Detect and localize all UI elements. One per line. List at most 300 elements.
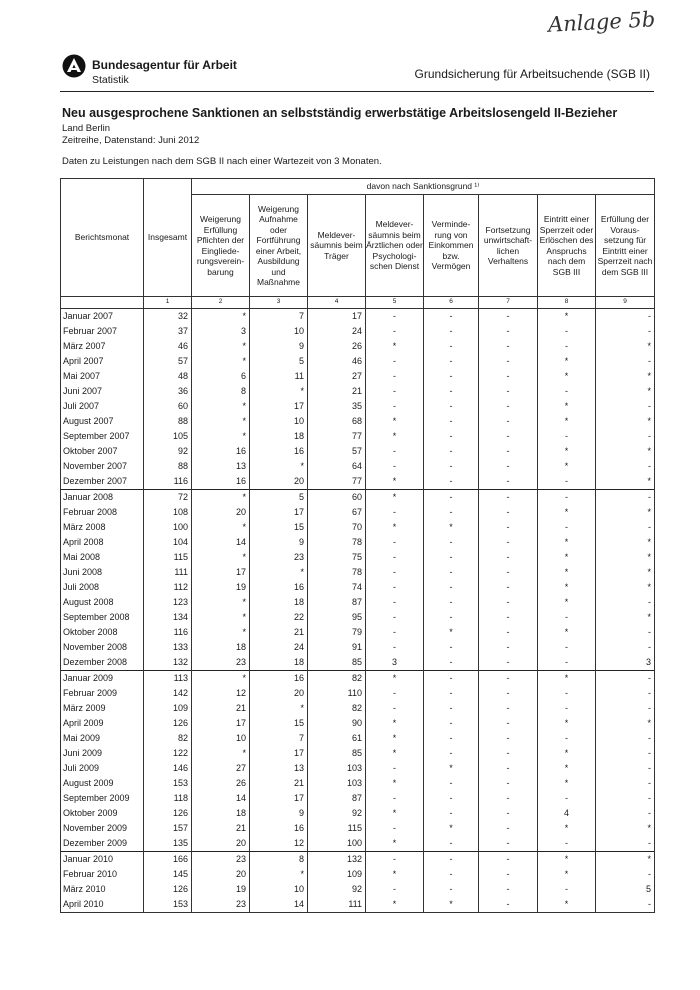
row-month: Juli 2007	[61, 399, 144, 414]
table-cell: *	[366, 806, 424, 821]
row-month: Januar 2010	[61, 851, 144, 867]
table-cell: 19	[192, 882, 250, 897]
column-number: 9	[596, 297, 655, 309]
row-month: August 2009	[61, 776, 144, 791]
table-cell: *	[538, 308, 596, 324]
table-cell: -	[538, 731, 596, 746]
table-cell: -	[366, 308, 424, 324]
table-cell: -	[366, 791, 424, 806]
table-cell: 95	[308, 610, 366, 625]
table-row	[61, 474, 655, 490]
table-cell: -	[479, 459, 538, 474]
table-row	[61, 731, 655, 746]
table-cell: *	[596, 444, 655, 459]
table-cell: 16	[192, 444, 250, 459]
table-cell: *	[596, 851, 655, 867]
table-row	[61, 716, 655, 731]
table-cell: *	[538, 369, 596, 384]
table-cell: 18	[250, 429, 308, 444]
table-cell: -	[479, 625, 538, 640]
table-cell: *	[538, 550, 596, 565]
table-cell: 61	[308, 731, 366, 746]
table-cell: *	[538, 851, 596, 867]
row-month: Februar 2010	[61, 867, 144, 882]
table-cell: -	[538, 882, 596, 897]
table-cell: 16	[192, 474, 250, 490]
table-cell: -	[479, 640, 538, 655]
table-cell: *	[192, 625, 250, 640]
table-cell: 20	[192, 836, 250, 852]
table-cell: -	[479, 369, 538, 384]
table-cell: 16	[250, 580, 308, 595]
table-cell: *	[538, 776, 596, 791]
table-row	[61, 761, 655, 776]
table-cell: -	[424, 806, 479, 821]
table-row	[61, 701, 655, 716]
handwritten-annotation: Anlage 5b	[547, 7, 656, 37]
table-cell: 103	[308, 761, 366, 776]
table-cell: 166	[144, 851, 192, 867]
table-cell: *	[424, 520, 479, 535]
table-cell: 135	[144, 836, 192, 852]
column-number: 8	[538, 297, 596, 309]
table-cell: 105	[144, 429, 192, 444]
table-cell: 153	[144, 776, 192, 791]
table-cell: -	[479, 324, 538, 339]
table-cell: -	[538, 520, 596, 535]
table-cell: -	[424, 867, 479, 882]
table-cell: 60	[308, 489, 366, 505]
table-cell: -	[538, 384, 596, 399]
table-cell: 57	[308, 444, 366, 459]
table-cell: 134	[144, 610, 192, 625]
table-cell: *	[366, 746, 424, 761]
table-cell: 100	[144, 520, 192, 535]
table-cell: -	[538, 610, 596, 625]
table-cell: 36	[144, 384, 192, 399]
header-total: Insgesamt	[144, 179, 192, 297]
program-title: Grundsicherung für Arbeitsuchende (SGB II)	[414, 67, 650, 81]
table-cell: *	[596, 339, 655, 354]
table-cell: -	[424, 399, 479, 414]
table-cell: -	[366, 625, 424, 640]
table-cell: -	[424, 384, 479, 399]
table-cell: -	[424, 882, 479, 897]
table-cell: -	[424, 701, 479, 716]
table-cell: 142	[144, 686, 192, 701]
table-row	[61, 459, 655, 474]
table-cell: -	[538, 324, 596, 339]
table-cell: *	[192, 414, 250, 429]
table-cell: 64	[308, 459, 366, 474]
table-cell: -	[479, 610, 538, 625]
table-cell: 109	[144, 701, 192, 716]
table-cell: -	[479, 655, 538, 671]
table-cell: 153	[144, 897, 192, 913]
table-cell: -	[366, 701, 424, 716]
row-month: Oktober 2007	[61, 444, 144, 459]
table-cell: -	[538, 429, 596, 444]
header-reason-missed-appointment: Meldever-säumnis beim Träger	[308, 195, 366, 297]
table-cell: -	[596, 520, 655, 535]
agency-name: Bundesagentur für Arbeit	[92, 58, 237, 72]
table-cell: *	[538, 867, 596, 882]
table-cell: 17	[250, 399, 308, 414]
header-reason-medical-appointment: Meldever-säumnis beim Ärztlichen oder Psychologi-schen Dienst	[366, 195, 424, 297]
table-cell: -	[479, 414, 538, 429]
table-cell: *	[538, 399, 596, 414]
table-cell: -	[424, 655, 479, 671]
table-cell: 4	[538, 806, 596, 821]
table-cell: 79	[308, 625, 366, 640]
table-cell: -	[366, 505, 424, 520]
table-cell: 110	[308, 686, 366, 701]
table-cell: -	[366, 610, 424, 625]
table-cell: *	[192, 429, 250, 444]
table-row	[61, 520, 655, 535]
agency-logo-icon	[62, 54, 86, 78]
table-cell: 21	[192, 821, 250, 836]
row-month: September 2007	[61, 429, 144, 444]
table-cell: -	[479, 399, 538, 414]
column-number: 5	[366, 297, 424, 309]
table-cell: *	[596, 550, 655, 565]
table-cell: *	[250, 867, 308, 882]
table-cell: 100	[308, 836, 366, 852]
table-cell: -	[479, 867, 538, 882]
table-cell: -	[424, 505, 479, 520]
table-cell: 10	[250, 882, 308, 897]
table-cell: -	[424, 308, 479, 324]
table-cell: 20	[192, 867, 250, 882]
header-reason-sgb3-conditions: Erfüllung der Voraus-setzung für Eintritt einer Sperrzeit nach dem SGB III	[596, 195, 655, 297]
row-month: Juli 2009	[61, 761, 144, 776]
table-cell: -	[596, 746, 655, 761]
table-cell: -	[596, 761, 655, 776]
table-cell: -	[424, 474, 479, 490]
table-cell: *	[366, 731, 424, 746]
table-cell: -	[479, 746, 538, 761]
table-row	[61, 444, 655, 459]
table-cell: 8	[192, 384, 250, 399]
table-cell: 133	[144, 640, 192, 655]
agency-subtitle: Statistik	[92, 74, 129, 86]
table-row	[61, 836, 655, 852]
table-cell: -	[479, 354, 538, 369]
table-cell: 18	[192, 640, 250, 655]
header-reason-work-refusal: Weigerung Aufnahme oder Fortführung einer Arbeit, Ausbildung und Maßnahme	[250, 195, 308, 297]
table-cell: *	[596, 414, 655, 429]
row-month: Oktober 2009	[61, 806, 144, 821]
row-month: November 2007	[61, 459, 144, 474]
table-cell: -	[596, 776, 655, 791]
table-cell: 21	[192, 701, 250, 716]
table-cell: 24	[250, 640, 308, 655]
table-cell: -	[479, 489, 538, 505]
table-row	[61, 686, 655, 701]
table-cell: -	[424, 489, 479, 505]
row-month: Juni 2009	[61, 746, 144, 761]
table-cell: -	[479, 308, 538, 324]
table-cell: 88	[144, 414, 192, 429]
table-cell: *	[596, 610, 655, 625]
table-row	[61, 414, 655, 429]
table-cell: *	[596, 384, 655, 399]
table-cell: *	[366, 489, 424, 505]
region-label: Land Berlin	[62, 123, 111, 134]
table-cell: -	[596, 791, 655, 806]
table-cell: 20	[250, 474, 308, 490]
table-cell: -	[596, 686, 655, 701]
table-cell: -	[538, 686, 596, 701]
table-cell: 123	[144, 595, 192, 610]
table-cell: -	[479, 716, 538, 731]
table-cell: 11	[250, 369, 308, 384]
table-row	[61, 610, 655, 625]
table-cell: 5	[596, 882, 655, 897]
column-number: 2	[192, 297, 250, 309]
table-cell: 18	[250, 655, 308, 671]
table-cell: *	[538, 505, 596, 520]
table-cell: 48	[144, 369, 192, 384]
table-cell: *	[192, 670, 250, 686]
table-cell: -	[596, 836, 655, 852]
table-cell: *	[596, 474, 655, 490]
table-cell: 122	[144, 746, 192, 761]
table-row	[61, 535, 655, 550]
table-cell: *	[538, 670, 596, 686]
table-cell: 14	[250, 897, 308, 913]
table-row	[61, 670, 655, 686]
table-cell: -	[538, 339, 596, 354]
table-cell: 112	[144, 580, 192, 595]
table-cell: -	[538, 655, 596, 671]
table-cell: 17	[192, 565, 250, 580]
table-row	[61, 580, 655, 595]
table-cell: -	[596, 595, 655, 610]
table-cell: -	[596, 459, 655, 474]
table-cell: 157	[144, 821, 192, 836]
table-cell: 126	[144, 716, 192, 731]
table-cell: *	[192, 308, 250, 324]
table-cell: -	[538, 489, 596, 505]
table-cell: *	[366, 897, 424, 913]
row-month: September 2009	[61, 791, 144, 806]
table-cell: -	[538, 701, 596, 716]
table-cell: -	[366, 324, 424, 339]
table-cell: -	[424, 339, 479, 354]
table-cell: -	[596, 625, 655, 640]
table-cell: 9	[250, 806, 308, 821]
row-month: Februar 2009	[61, 686, 144, 701]
table-cell: -	[424, 444, 479, 459]
table-cell: 77	[308, 474, 366, 490]
table-cell: *	[538, 354, 596, 369]
table-row	[61, 550, 655, 565]
table-cell: -	[479, 505, 538, 520]
row-month: März 2010	[61, 882, 144, 897]
table-cell: *	[366, 339, 424, 354]
table-cell: 35	[308, 399, 366, 414]
table-cell: -	[596, 670, 655, 686]
row-month: November 2008	[61, 640, 144, 655]
table-cell: -	[596, 399, 655, 414]
table-cell: 12	[192, 686, 250, 701]
table-cell: -	[424, 716, 479, 731]
table-cell: 22	[250, 610, 308, 625]
table-cell: *	[424, 897, 479, 913]
table-cell: -	[596, 701, 655, 716]
document-title: Neu ausgesprochene Sanktionen an selbstständig erwerbstätige Arbeitslosengeld II-Bezieher	[62, 106, 618, 120]
table-cell: -	[366, 565, 424, 580]
table-cell: 9	[250, 535, 308, 550]
table-cell: 146	[144, 761, 192, 776]
table-cell: 78	[308, 535, 366, 550]
table-cell: -	[596, 867, 655, 882]
row-month: Mai 2008	[61, 550, 144, 565]
table-cell: *	[596, 505, 655, 520]
table-cell: *	[366, 670, 424, 686]
table-cell: -	[479, 444, 538, 459]
table-cell: 85	[308, 655, 366, 671]
table-cell: 115	[308, 821, 366, 836]
table-cell: -	[424, 836, 479, 852]
table-cell: 13	[250, 761, 308, 776]
table-cell: 116	[144, 474, 192, 490]
row-month: September 2008	[61, 610, 144, 625]
table-cell: 6	[192, 369, 250, 384]
table-cell: *	[192, 520, 250, 535]
row-month: April 2008	[61, 535, 144, 550]
table-cell: 32	[144, 308, 192, 324]
table-cell: *	[538, 821, 596, 836]
table-cell: 111	[308, 897, 366, 913]
table-cell: 46	[144, 339, 192, 354]
row-month: Januar 2008	[61, 489, 144, 505]
table-cell: -	[479, 474, 538, 490]
header-reason-agreement: Weigerung Erfüllung Pflichten der Eingliede-rungsverein-barung	[192, 195, 250, 297]
table-cell: -	[424, 686, 479, 701]
table-body	[61, 308, 655, 912]
table-cell: 12	[250, 836, 308, 852]
table-cell: 27	[308, 369, 366, 384]
table-cell: 21	[250, 625, 308, 640]
table-row	[61, 882, 655, 897]
table-cell: -	[366, 399, 424, 414]
table-cell: 116	[144, 625, 192, 640]
table-row	[61, 384, 655, 399]
table-cell: 17	[250, 505, 308, 520]
table-cell: 23	[192, 897, 250, 913]
table-cell: *	[538, 897, 596, 913]
table-cell: -	[424, 731, 479, 746]
table-cell: 17	[308, 308, 366, 324]
row-month: November 2009	[61, 821, 144, 836]
table-cell: *	[596, 535, 655, 550]
data-note: Daten zu Leistungen nach dem SGB II nach einer Wartezeit von 3 Monaten.	[62, 156, 382, 167]
table-cell: 23	[192, 655, 250, 671]
table-cell: 82	[144, 731, 192, 746]
table-cell: 5	[250, 489, 308, 505]
table-cell: -	[479, 897, 538, 913]
row-month: Mai 2009	[61, 731, 144, 746]
table-cell: *	[192, 354, 250, 369]
table-cell: *	[192, 610, 250, 625]
row-month: Juli 2008	[61, 580, 144, 595]
table-cell: -	[479, 851, 538, 867]
table-row	[61, 399, 655, 414]
table-row	[61, 867, 655, 882]
table-cell: -	[479, 339, 538, 354]
table-cell: 118	[144, 791, 192, 806]
table-row	[61, 308, 655, 324]
table-cell: 37	[144, 324, 192, 339]
table-cell: -	[424, 429, 479, 444]
table-cell: 92	[144, 444, 192, 459]
table-row	[61, 640, 655, 655]
row-month: Dezember 2009	[61, 836, 144, 852]
table-cell: -	[479, 731, 538, 746]
row-month: Dezember 2008	[61, 655, 144, 671]
table-cell: -	[538, 474, 596, 490]
row-month: Februar 2007	[61, 324, 144, 339]
table-cell: -	[424, 791, 479, 806]
table-cell: 3	[192, 324, 250, 339]
table-cell: *	[596, 821, 655, 836]
table-cell: -	[596, 429, 655, 444]
table-cell: *	[538, 625, 596, 640]
header-reason-sgb3-suspension: Eintritt einer Sperrzeit oder Erlöschen des Anspruchs nach dem SGB III	[538, 195, 596, 297]
table-cell: 14	[192, 535, 250, 550]
table-row	[61, 339, 655, 354]
table-cell: -	[424, 565, 479, 580]
table-cell: 145	[144, 867, 192, 882]
table-cell: 103	[308, 776, 366, 791]
series-label: Zeitreihe, Datenstand: Juni 2012	[62, 135, 200, 146]
table-cell: 108	[144, 505, 192, 520]
table-cell: *	[250, 459, 308, 474]
table-cell: -	[366, 369, 424, 384]
table-cell: -	[366, 354, 424, 369]
table-cell: -	[479, 821, 538, 836]
table-cell: *	[192, 550, 250, 565]
table-cell: -	[366, 580, 424, 595]
table-cell: *	[250, 384, 308, 399]
table-cell: -	[596, 324, 655, 339]
table-cell: -	[366, 821, 424, 836]
header-group: davon nach Sanktionsgrund ¹⁾	[192, 179, 655, 195]
table-cell: *	[366, 716, 424, 731]
table-cell: 26	[308, 339, 366, 354]
table-cell: -	[424, 746, 479, 761]
table-cell: 91	[308, 640, 366, 655]
table-cell: 126	[144, 882, 192, 897]
table-cell: -	[596, 897, 655, 913]
row-month: Oktober 2008	[61, 625, 144, 640]
table-cell: *	[424, 761, 479, 776]
row-month: August 2008	[61, 595, 144, 610]
table-cell: -	[366, 444, 424, 459]
table-cell: -	[366, 535, 424, 550]
table-row	[61, 625, 655, 640]
row-month: August 2007	[61, 414, 144, 429]
row-month: Februar 2008	[61, 505, 144, 520]
table-cell: -	[366, 384, 424, 399]
table-cell: -	[479, 535, 538, 550]
table-cell: *	[192, 595, 250, 610]
table-cell: -	[366, 761, 424, 776]
table-cell: *	[596, 565, 655, 580]
